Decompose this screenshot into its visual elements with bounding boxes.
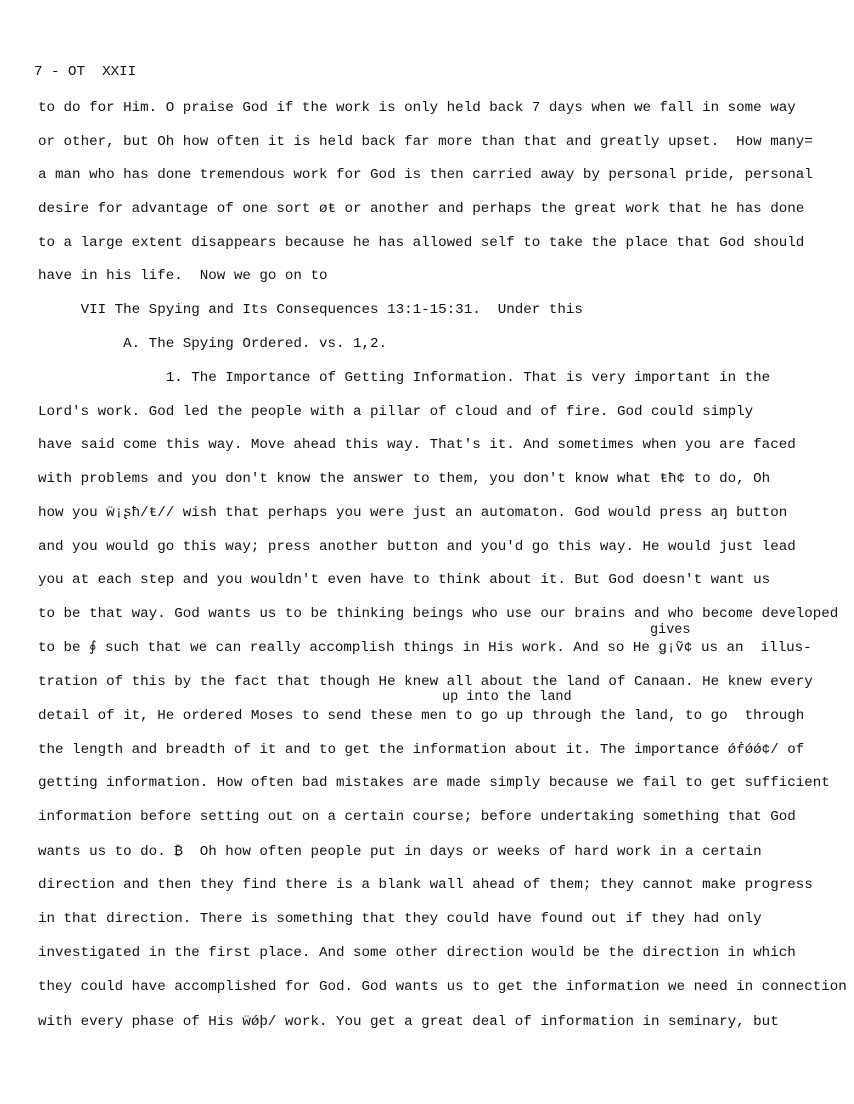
subsection-heading: A. The Spying Ordered. vs. 1,2. (38, 336, 388, 352)
text-line-17: to be ∮ such that we can really accomplish things in His work. And so He ǥ¡ṽ¢ us an illus- (38, 640, 812, 656)
text-line-27: they could have accomplished for God. God wants us to get the information we need in connection (38, 979, 847, 995)
text-line-28: with every phase of His ẅǿþ/ work. You get a great deal of information in seminary, but (38, 1014, 779, 1030)
text-line-20: the length and breadth of it and to get the information about it. The importance ǿḟǿǿ¢/ of (38, 742, 805, 758)
text-line-3: a man who has done tremendous work for God is then carried away by personal pride, personal (38, 167, 813, 183)
text-line-24: direction and then they find there is a blank wall ahead of them; they cannot make progress (38, 877, 813, 893)
text-line-25: in that direction. There is something that they could have found out if they had only (38, 911, 762, 927)
section-heading: VII The Spying and Its Consequences 13:1-15:31. Under this (38, 302, 583, 318)
page-header: 7 - OT XXII (34, 64, 137, 80)
text-line-9: 1. The Importance of Getting Information. That is very important in the (38, 370, 771, 386)
text-line-1: to do for Him. O praise God if the work is only held back 7 days when we fall in some way (38, 100, 796, 116)
text-line-12: with problems and you don't know the answer to them, you don't know what ŧħ¢ to do, Oh (38, 471, 771, 487)
text-line-14: and you would go this way; press another button and you'd go this way. He would just lead (38, 539, 796, 555)
text-line-5: to a large extent disappears because he has allowed self to take the place that God should (38, 235, 805, 251)
text-line-11: have said come this way. Move ahead this way. That's it. And sometimes when you are faced (38, 437, 796, 453)
text-line-21: getting information. How often bad mistakes are made simply because we fail to get sufficient (38, 775, 830, 791)
text-line-13: how you ẅ¡ʂħ/ŧ// wish that perhaps you were just an automaton. God would press aŋ button (38, 505, 788, 521)
text-line-23: wants us to do. ₿ Oh how often people put in days or weeks of hard work in a certain (38, 844, 762, 860)
insertion-up-into-the-land: up into the land (442, 690, 572, 705)
text-line-22: information before setting out on a certain course; before undertaking something that God (38, 809, 796, 825)
text-line-26: investigated in the first place. And some other direction would be the direction in which (38, 945, 796, 961)
text-line-18: tration of this by the fact that though He knew all about the land of Canaan. He knew every (38, 674, 813, 690)
text-line-16: to be that way. God wants us to be thinking beings who use our brains and who become developed (38, 606, 839, 622)
text-line-15: you at each step and you wouldn't even have to think about it. But God doesn't want us (38, 572, 771, 588)
insertion-gives: gives (650, 623, 691, 638)
text-line-6: have in his life. Now we go on to (38, 268, 328, 284)
text-line-2: or other, but Oh how often it is held back far more than that and greatly upset. How many= (38, 134, 813, 150)
text-line-10: Lord's work. God led the people with a pillar of cloud and of fire. God could simply (38, 404, 754, 420)
text-line-19: detail of it, He ordered Moses to send these men to go up through the land, to go through (38, 708, 805, 724)
text-line-4: desire for advantage of one sort øŧ or another and perhaps the great work that he has done (38, 201, 805, 217)
